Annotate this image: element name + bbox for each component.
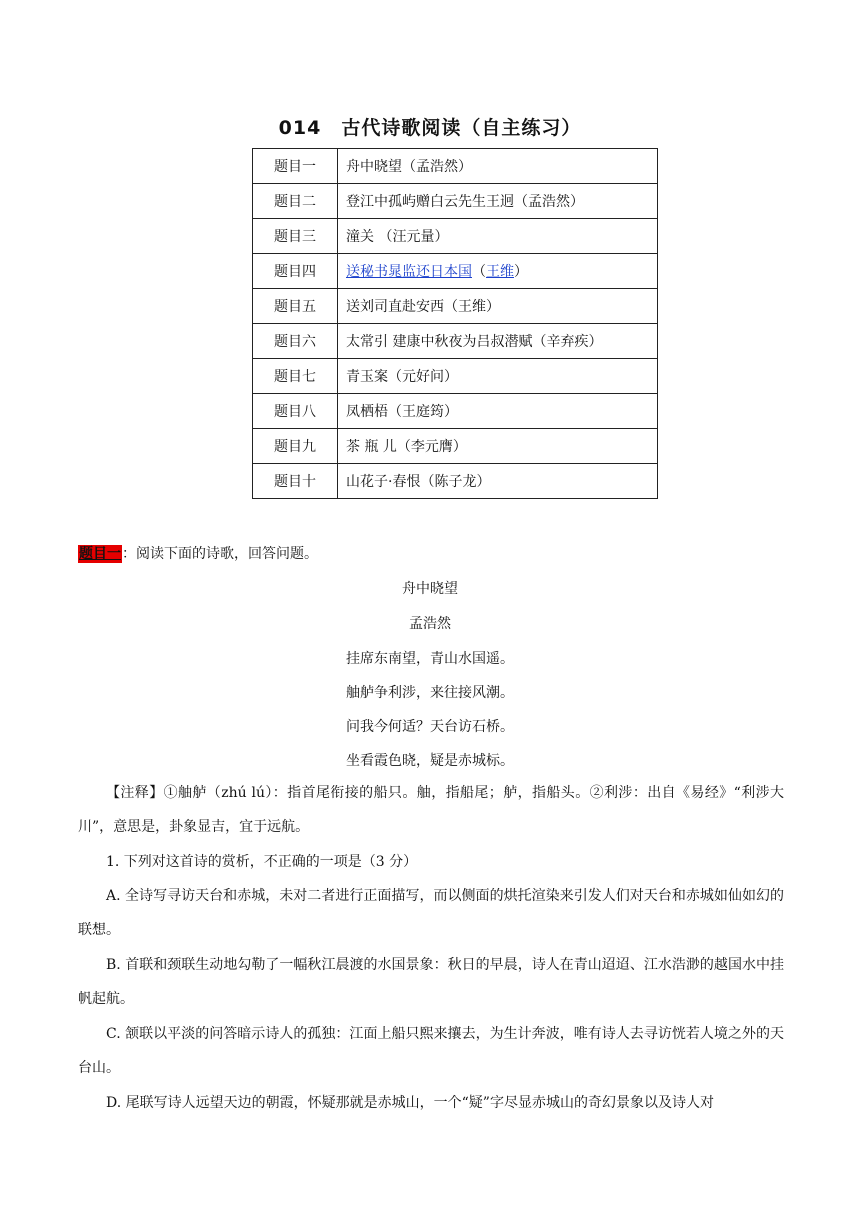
topic-number: 题目五 [253, 289, 338, 324]
topic-title: 送刘司直赴安西（王维） [338, 289, 658, 324]
option-c: C. 颔联以平淡的问答暗示诗人的孤独：江面上船只熙来攘去，为生计奔波，唯有诗人去寻访恍若人境之外的天台山。 [78, 1026, 784, 1076]
topic-title: 山花子·春恨（陈子龙） [338, 464, 658, 499]
topic-title-cell [338, 254, 658, 289]
topic-number: 题目四 [253, 254, 338, 289]
option-d: D. 尾联写诗人远望天边的朝霞，怀疑那就是赤城山，一个“疑”字尽显赤城山的奇幻景象以及诗人对 [106, 1095, 714, 1111]
topic-number: 题目二 [253, 184, 338, 219]
topic-number: 题目十 [253, 464, 338, 499]
topic-title: 凤栖梧（王庭筠） [338, 394, 658, 429]
topic-title: 青玉案（元好问） [338, 359, 658, 394]
table-row [253, 429, 658, 464]
paren-close: ） [514, 264, 528, 280]
author-link[interactable]: 王维 [486, 264, 514, 280]
poem-line: 挂席东南望，青山水国遥。 [346, 651, 514, 667]
table-row [253, 289, 658, 324]
question-heading [78, 543, 318, 563]
topic-number: 题目九 [253, 429, 338, 464]
poem-line: 舳舻争利涉，来往接风潮。 [346, 685, 514, 701]
question-stem: 1. 下列对这首诗的赏析，不正确的一项是（3 分） [106, 854, 418, 870]
poem-title: 舟中晓望 [402, 581, 458, 597]
question-label: 题目一 [79, 546, 121, 562]
table-row [253, 464, 658, 499]
table-row [253, 254, 658, 289]
table-row [253, 394, 658, 429]
paren-open: （ [472, 264, 486, 280]
topic-title: 舟中晓望（孟浩然） [338, 149, 658, 184]
question-prompt: ：阅读下面的诗歌，回答问题。 [122, 546, 318, 562]
poem-author: 孟浩然 [409, 616, 451, 632]
topic-title: 太常引 建康中秋夜为吕叔潜赋（辛弃疾） [338, 324, 658, 359]
topic-title: 登江中孤屿赠白云先生王迥（孟浩然） [338, 184, 658, 219]
topic-number: 题目三 [253, 219, 338, 254]
topic-number: 题目六 [253, 324, 338, 359]
topic-table [252, 148, 658, 499]
option-b: B. 首联和颈联生动地勾勒了一幅秋江晨渡的水国景象：秋日的早晨，诗人在青山迢迢、江水浩渺的越国水中挂帆起航。 [78, 957, 784, 1007]
table-row [253, 219, 658, 254]
table-row [253, 184, 658, 219]
annotation-note: 【注释】①舳舻（zhú lú）：指首尾衔接的船只。舳，指船尾；舻，指船头。②利涉：出自《易经》“利涉大川”，意思是，卦象显吉，宜于远航。 [78, 785, 784, 835]
table-row [253, 324, 658, 359]
topic-number: 题目一 [253, 149, 338, 184]
poem-line: 坐看霞色晓，疑是赤城标。 [346, 753, 514, 769]
poem-title-link[interactable]: 送秘书晁监还日本国 [346, 264, 472, 280]
option-a: A. 全诗写寻访天台和赤城，未对二者进行正面描写，而以侧面的烘托渲染来引发人们对天台和赤城如仙如幻的联想。 [78, 888, 784, 938]
table-row [253, 149, 658, 184]
topic-number: 题目七 [253, 359, 338, 394]
topic-title: 茶 瓶 儿（李元膺） [338, 429, 658, 464]
poem-line: 问我今何适？天台访石桥。 [346, 719, 514, 735]
page-title: 014 古代诗歌阅读（自主练习） [278, 117, 582, 139]
table-row [253, 359, 658, 394]
topic-number: 题目八 [253, 394, 338, 429]
topic-title: 潼关 （汪元量） [338, 219, 658, 254]
